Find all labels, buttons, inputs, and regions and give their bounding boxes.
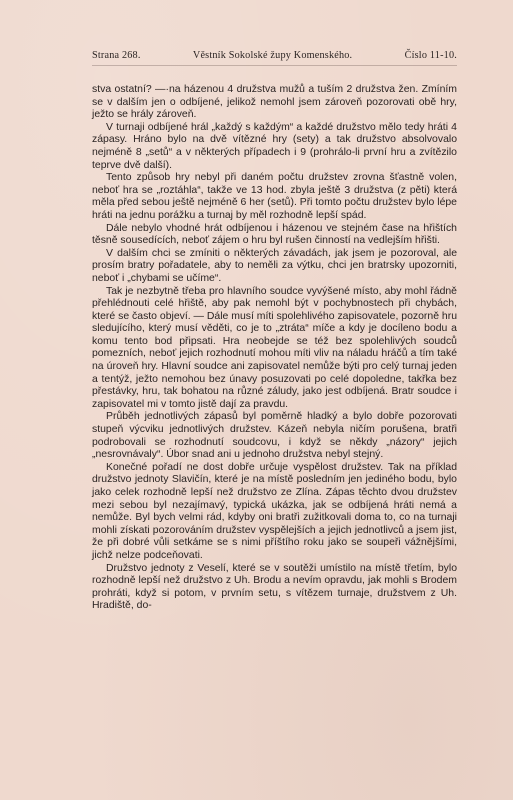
paragraph: Tak je nezbytně třeba pro hlavního soudce vyvýšené místo, aby mohl řádně přehlédnouti celé hřiště, aby pak nemohl být v pochybnostech při chybách, které se často objeví. — Dále musí míti spolehlivého zapisovatele, pozorně hru sledujícího, který musí věděti, co je to „ztráta“ míče a kdy je docíleno bodu a komu tento bod připsati. Hra neobejde se též bez spolehlivých soudců pomezních, neboť jejich rozhodnutí mohou míti vliv na náladu hráčů a tím také na úroveň hry. Hlavní soudce ani zapisovatel nemůže býti pro celý turnaj jeden a tentýž, ježto nemohou bez únavy posuzovati po celé dopoledne, takřka bez přestávky, hru, tak bohatou na různé záludy, jako jest odbíjená. Bratr soudce i zapisovatel mi v tomto jistě dají za pravdu.: [92, 285, 457, 410]
paragraph: Dále nebylo vhodné hrát odbíjenou i házenou ve stejném čase na hřištích těsně sousedících, neboť zájem o hru byl rušen činností na vedlejším hřišti.: [92, 222, 457, 247]
paragraph: V turnaji odbíjené hrál „každý s každým“ a každé družstvo mělo tedy hráti 4 zápasy. Hráno bylo na dvě vítězné hry (sety) a tak družstvo absolvovalo nejméně 8 „setů“ a v některých případech i 9 (prohrálo-li první hru a zvítězilo teprve dvě další).: [92, 121, 457, 171]
running-header: [92, 50, 457, 66]
journal-title: Věstník Sokolské župy Komenského.: [192, 50, 353, 61]
paragraph: Družstvo jednoty z Veselí, které se v soutěži umístilo na místě třetím, bylo rozhodně lepší než družstvo z Uh. Brodu a nevím opravdu, jak mohli s Brodem prohráti, když si potom, v prvním setu, s vítězem turnaje, družstvem z Uh. Hradiště, do-: [92, 562, 457, 612]
paragraph: Konečné pořadí ne dost dobře určuje vyspělost družstev. Tak na příklad družstvo jednoty Slavičín, které je na místě posledním jen jediného bodu, bylo jako celek rozhodně lepší než družstvo ze Zlína. Zápas těchto dvou družstev mezi sebou byl nezajímavý, typická ukázka, jak se odbíjená hráti nemá a nemůže. Byl bych velmi rád, kdyby oni bratři zužitkovali doma to, co na turnaji mohli získati pozorováním družstev vyspělejších a jejich jednotlivců a jsem jist, že při dobré vůli setkáme se s nimi příštího roku jako se soupeři vážnějšími, jichž nelze podceňovati.: [92, 461, 457, 561]
paragraph: Průběh jednotlivých zápasů byl poměrně hladký a bylo dobře pozorovati stupeň výcviku jednotlivých družstev. Kázeň nebyla ničím porušena, bratři podrobovali se rozhodnutí soudcovu, i když se někdy „názory“ jejich „nesrovnávaly“. Úbor snad ani u jednoho družstva nebyl stejný.: [92, 411, 457, 461]
paragraph: stva ostatní? —·na házenou 4 družstva mužů a tuším 2 družstva žen. Zmíním se v dalším jen o odbíjené, jelikož nemohl jsem zároveň pozorovati obě hry, ježto se hrály zároveň.: [92, 84, 457, 121]
paragraph: V dalším chci se zmíniti o některých závadách, jak jsem je pozoroval, ale prosím bratry pořadatele, aby to neměli za výtku, chci jen bratrsky upozorniti, neboť i „chybami se učíme“.: [92, 247, 457, 284]
page-number: Strana 268.: [92, 50, 141, 61]
issue-number: Číslo 11-10.: [404, 50, 457, 61]
article-body: [92, 84, 457, 613]
paragraph: Tento způsob hry nebyl při daném počtu družstev zrovna šťastně volen, neboť hra se „roztáhla“, takže ve 13 hod. zbyla ještě 3 družstva (z pěti) která měla před sebou ještě nejméně 6 her (setů). Při tomto počtu družstev bylo lépe hráti na jednu porážku a turnaj by měl rozhodně lepší spád.: [92, 172, 457, 221]
